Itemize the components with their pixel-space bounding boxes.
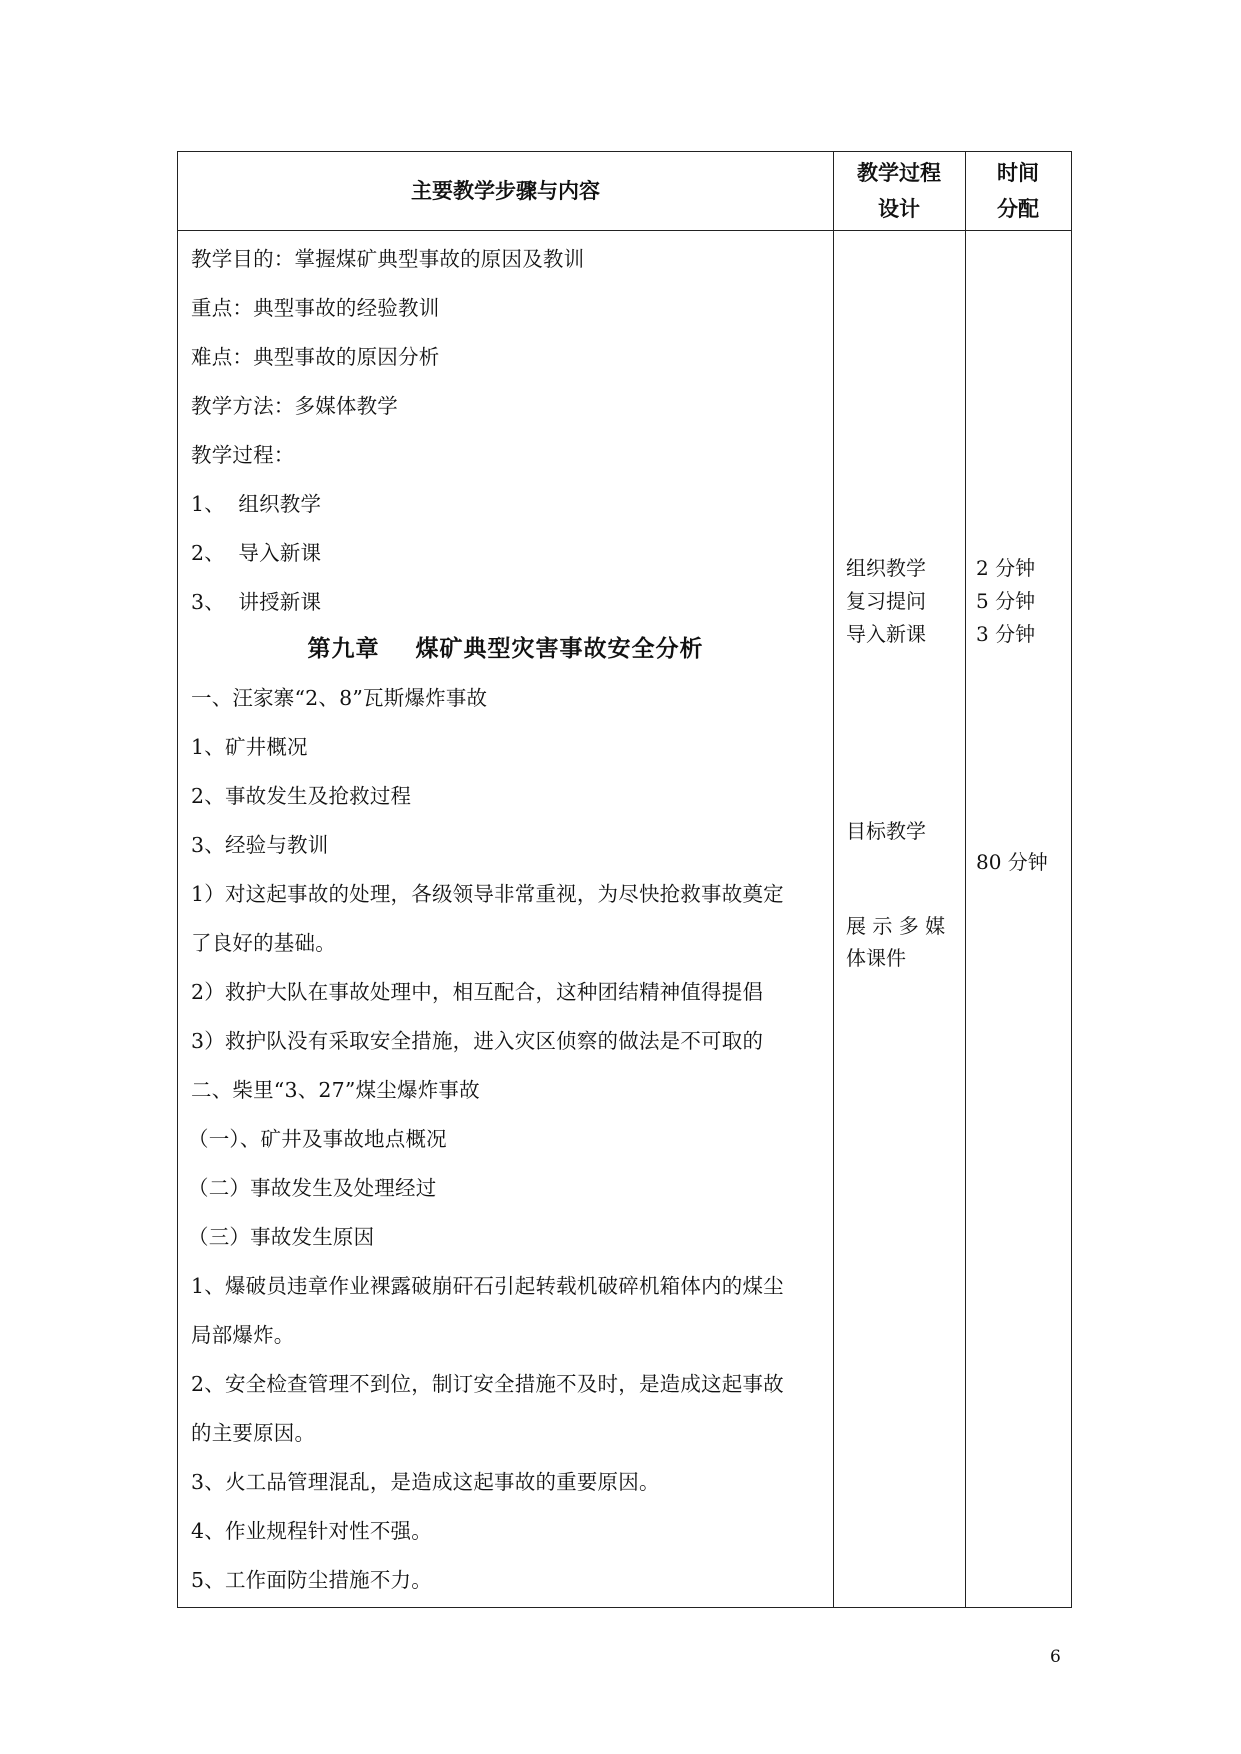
step-line: 2、 导入新课	[191, 541, 322, 565]
design-item: 目标教学	[846, 819, 926, 843]
content-line: 2、事故发生及抢救过程	[191, 784, 412, 808]
time-item: 5 分钟	[976, 589, 1036, 613]
section-heading: 二、柴里“3、27”煤尘爆炸事故	[191, 1078, 480, 1102]
content-line: 1）对这起事故的处理，各级领导非常重视，为尽快抢救事故奠定	[191, 882, 784, 906]
header-design-line2: 设计	[878, 197, 920, 221]
header-main-content	[178, 152, 833, 230]
content-line: 局部爆炸。	[191, 1323, 295, 1347]
column-divider	[833, 152, 834, 1607]
content-line: 了良好的基础。	[191, 931, 336, 955]
column-divider	[965, 152, 966, 1607]
content-line: （三）事故发生原因	[188, 1225, 375, 1249]
difficulty-line: 难点：典型事故的原因分析	[191, 345, 440, 369]
page-number: 6	[1050, 1647, 1061, 1667]
header-design-line1: 教学过程	[857, 161, 941, 185]
lesson-plan-table	[177, 151, 1072, 1608]
content-line: 1、矿井概况	[191, 735, 308, 759]
time-item: 3 分钟	[976, 622, 1036, 646]
content-line: （二）事故发生及处理经过	[188, 1176, 437, 1200]
section-heading: 一、汪家寨“2、8”瓦斯爆炸事故	[191, 686, 488, 710]
design-item: 复习提问	[846, 589, 926, 613]
header-time-line2: 分配	[997, 197, 1039, 221]
content-line: 2、安全检查管理不到位，制订安全措施不及时，是造成这起事故	[191, 1372, 784, 1396]
step-line: 3、 讲授新课	[191, 590, 322, 614]
content-line: 3、经验与教训	[191, 833, 329, 857]
header-time-allocation	[965, 152, 1071, 230]
content-line: 2）救护大队在事故处理中，相互配合，这种团结精神值得提倡	[191, 980, 764, 1004]
header-divider	[178, 230, 1071, 231]
content-line: 4、作业规程针对性不强。	[191, 1519, 432, 1543]
header-main-label: 主要教学步骤与内容	[411, 179, 600, 203]
chapter-title: 第九章 煤矿典型灾害事故安全分析	[307, 636, 704, 662]
design-item: 导入新课	[846, 622, 926, 646]
content-line: 3、火工品管理混乱，是造成这起事故的重要原因。	[191, 1470, 660, 1494]
step-line: 1、 组织教学	[191, 492, 322, 516]
content-line: 5、工作面防尘措施不力。	[191, 1568, 432, 1592]
content-line: 的主要原因。	[191, 1421, 316, 1445]
time-item: 2 分钟	[976, 556, 1036, 580]
design-item: 体课件	[846, 946, 906, 970]
content-line: 1、爆破员违章作业裸露破崩矸石引起转载机破碎机箱体内的煤尘	[191, 1274, 784, 1298]
key-point-line: 重点：典型事故的经验教训	[191, 296, 440, 320]
content-line: 3）救护队没有采取安全措施，进入灾区侦察的做法是不可取的	[191, 1029, 764, 1053]
method-line: 教学方法：多媒体教学	[191, 394, 398, 418]
design-item: 组织教学	[846, 556, 926, 580]
objective-line: 教学目的：掌握煤矿典型事故的原因及教训	[191, 247, 585, 271]
content-line: （一）、矿井及事故地点概况	[188, 1127, 447, 1151]
header-time-line1: 时间	[997, 161, 1039, 185]
time-item: 80 分钟	[976, 850, 1048, 874]
process-line: 教学过程：	[191, 443, 295, 467]
header-process-design	[833, 152, 965, 230]
design-item: 展 示 多 媒	[846, 914, 946, 938]
